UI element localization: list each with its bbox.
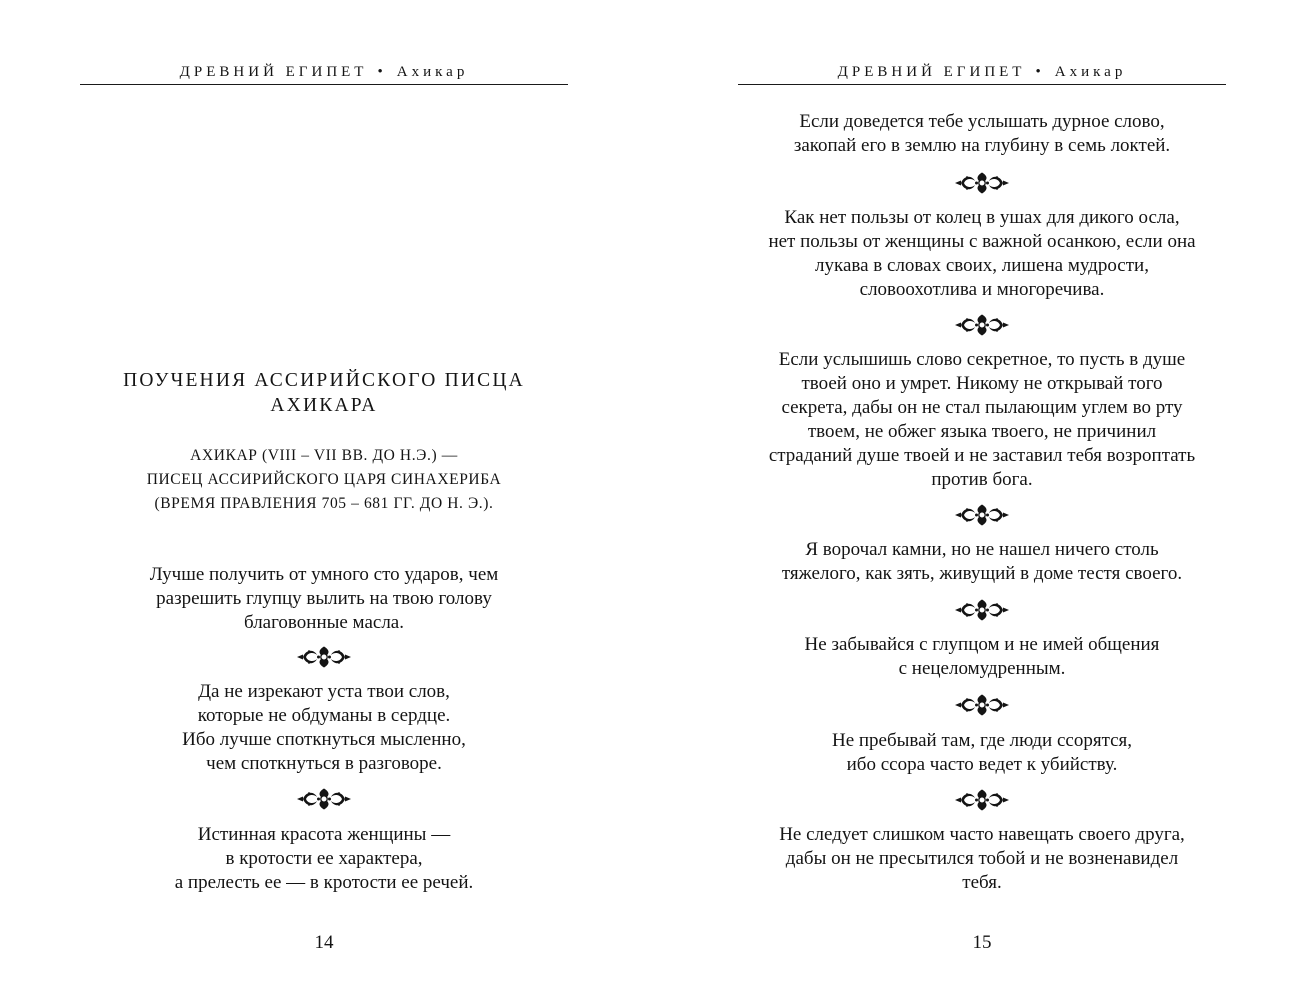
saying-line: тяжелого, как зять, живущий в доме тестя своего. (781, 563, 1183, 584)
fleuron-ornament-icon (954, 598, 1010, 622)
fleuron-ornament-icon (954, 788, 1010, 812)
saying (738, 729, 1226, 777)
saying-line: закопай его в землю на глубину в семь локтей. (793, 135, 1171, 156)
running-head-title: ДРЕВНИЙ ЕГИПЕТ (179, 64, 368, 80)
saying (80, 823, 568, 895)
subtitle-line: (ВРЕМЯ ПРАВЛЕНИЯ 705 – 681 ГГ. ДО Н. Э.). (154, 495, 494, 512)
running-head-bullet: • (377, 64, 387, 80)
right-page (738, 0, 1226, 1000)
saying (80, 680, 568, 776)
saying (738, 633, 1226, 681)
saying-line: Не забывайся с глупцом и не имей общения (804, 634, 1160, 655)
saying-line: Как нет пользы от колец в ушах для дикого осла, (784, 207, 1180, 228)
saying-line: твоей оно и умрет. Никому не открывай того (801, 373, 1163, 394)
saying-line: лукава в словах своих, лишена мудрости, (815, 255, 1149, 276)
saying-line: а прелесть ее — в кротости ее речей. (174, 872, 474, 893)
saying-line: страданий душе твоей и не заставил тебя возроптать (768, 445, 1196, 466)
running-head-title: ДРЕВНИЙ ЕГИПЕТ (837, 64, 1026, 80)
saying (738, 206, 1226, 302)
fleuron-ornament-icon (296, 645, 352, 669)
page-number: 14 (314, 932, 334, 953)
saying (738, 823, 1226, 895)
saying-line: с нецеломудренным. (898, 658, 1066, 679)
running-head-subject: Ахикар (396, 64, 469, 80)
subtitle-line: ПИСЕЦ АССИРИЙСКОГО ЦАРЯ СИНАХЕРИБА (146, 471, 502, 488)
left-page (80, 0, 568, 1000)
saying-line: Если услышишь слово секретное, то пусть в душе (778, 349, 1186, 370)
fleuron-ornament-icon (296, 787, 352, 811)
saying-line: Истинная красота женщины — (197, 824, 451, 845)
saying-line: Лучше получить от умного сто ударов, чем (149, 564, 499, 585)
saying-line: дабы он не пресытился тобой и не возненавидел (785, 848, 1179, 869)
saying-line: чем споткнуться в разговоре. (206, 753, 442, 774)
header-rule (80, 84, 568, 85)
saying-line: словоохотлива и многоречива. (859, 279, 1105, 300)
saying-line: Не пребывай там, где люди ссорятся, (831, 730, 1133, 751)
saying-line: благовонные масла. (244, 612, 404, 633)
running-head (80, 64, 568, 81)
saying-line: которые не обдуманы в сердце. (197, 705, 451, 726)
header-rule (738, 84, 1226, 85)
fleuron-ornament-icon (954, 171, 1010, 195)
saying-line: Да не изрекают уста твои слов, (198, 681, 450, 702)
saying-line: тебя. (962, 872, 1002, 893)
running-head-subject: Ахикар (1054, 64, 1127, 80)
saying-line: ибо ссора часто ведет к убийству. (846, 754, 1118, 775)
saying-line: Ибо лучше споткнуться мысленно, (182, 729, 466, 750)
saying-line: секрета, дабы он не стал пылающим углем во рту (781, 397, 1183, 418)
saying (738, 538, 1226, 586)
section-subtitle (80, 444, 568, 516)
fleuron-ornament-icon (954, 693, 1010, 717)
page-number: 15 (972, 932, 992, 953)
saying-line: Не следует слишком часто навещать своего друга, (779, 824, 1185, 845)
running-head (738, 64, 1226, 81)
subtitle-line: АХИКАР (VIII – VII ВВ. ДО Н.Э.) — (190, 447, 458, 464)
running-head-bullet: • (1035, 64, 1045, 80)
section-title (80, 368, 568, 418)
fleuron-ornament-icon (954, 313, 1010, 337)
saying-line: в кротости ее характера, (225, 848, 423, 869)
saying (738, 110, 1226, 158)
saying-line: нет пользы от женщины с важной осанкою, если она (768, 231, 1196, 252)
saying-line: твоем, не обжег языка твоего, не причинил (807, 421, 1157, 442)
saying-line: разрешить глупцу вылить на твою голову (156, 588, 492, 609)
saying-line: Я ворочал камни, но не нашел ничего столь (805, 539, 1159, 560)
section-title-line: ПОУЧЕНИЯ АССИРИЙСКОГО ПИСЦА (123, 370, 525, 391)
saying (80, 563, 568, 635)
fleuron-ornament-icon (954, 503, 1010, 527)
section-title-line: АХИКАРА (270, 395, 378, 416)
saying-line: Если доведется тебе услышать дурное слово, (799, 111, 1165, 132)
saying (738, 348, 1226, 492)
saying-line: против бога. (931, 469, 1033, 490)
